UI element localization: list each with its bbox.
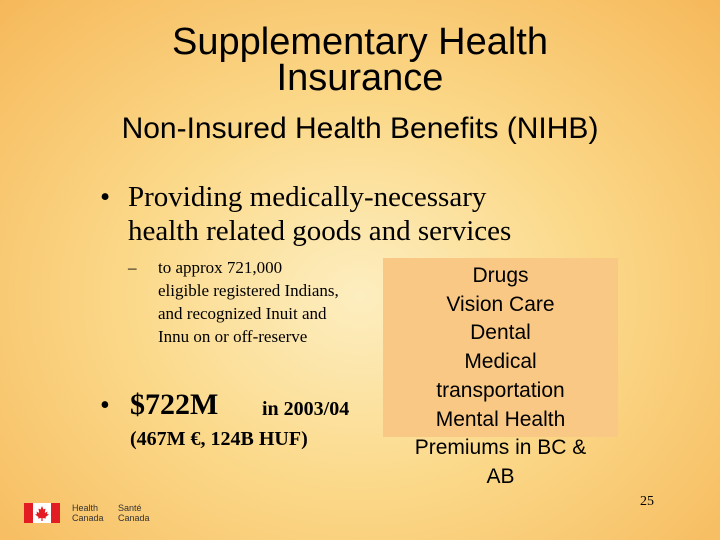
bullet-text: [128, 180, 588, 248]
service-item: AB: [486, 464, 515, 488]
sub-bullet-marker: –: [128, 258, 137, 277]
org-en-line-2: Canada: [72, 513, 104, 523]
title-line-1: Supplementary Health: [172, 21, 548, 63]
bullet-line-1: Providing medically-necessary: [128, 181, 487, 213]
service-item: Premiums in BC &: [414, 436, 587, 460]
org-fr-line-1: Santé: [118, 503, 142, 513]
service-item: Mental Health: [435, 407, 566, 431]
title-line-2: Insurance: [276, 57, 444, 99]
slide-subtitle: Non-Insured Health Benefits (NIHB): [121, 112, 599, 145]
bullet-marker: •: [100, 390, 110, 421]
budget-amount: $722M: [130, 388, 219, 421]
org-name-french: [118, 503, 150, 523]
sub-bullet-text: [158, 256, 383, 348]
budget-year: in 2003/04: [262, 398, 350, 420]
org-fr-line-2: Canada: [118, 513, 150, 523]
services-list: [383, 262, 618, 492]
org-en-line-1: Health: [72, 503, 99, 513]
service-item: Dental: [470, 321, 531, 345]
service-item: Medical: [464, 350, 537, 374]
service-item: transportation: [436, 378, 565, 402]
sub-line-2: eligible registered Indians,: [158, 281, 339, 300]
service-item: Vision Care: [446, 292, 555, 316]
bullet-marker: •: [100, 181, 111, 213]
bullet-line-2: health related goods and services: [128, 215, 512, 247]
sub-line-4: Innu on or off-reserve: [158, 327, 308, 346]
org-name-english: [72, 503, 104, 523]
sub-line-1: to approx 721,000: [158, 258, 283, 277]
slide-title: [0, 21, 720, 99]
canada-flag-icon: [24, 503, 60, 523]
sub-line-3: and recognized Inuit and: [158, 304, 327, 323]
service-item: Drugs: [472, 264, 529, 287]
budget-conversion: (467M €, 124B HUF): [130, 428, 308, 450]
health-canada-logo: [24, 503, 164, 525]
page-number: 25: [640, 494, 654, 509]
